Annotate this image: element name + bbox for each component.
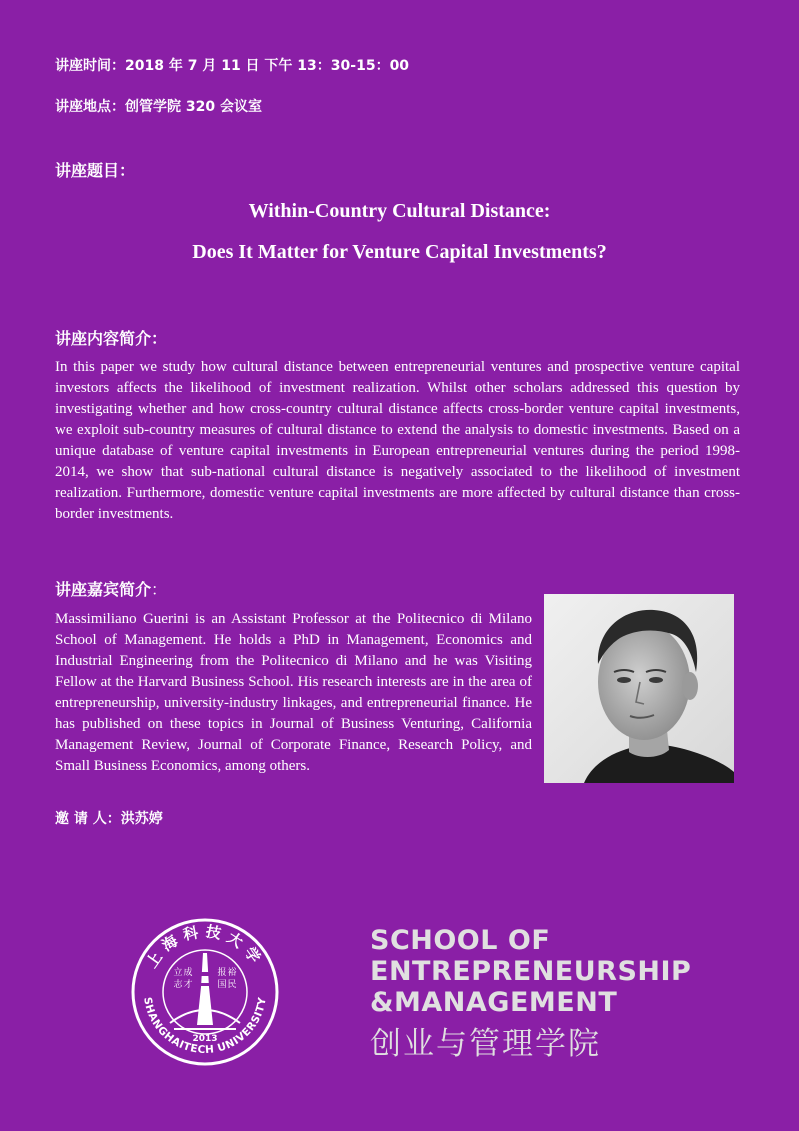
university-seal-emblem [130,917,280,1067]
school-name-cn: 创业与管理学院 [370,1026,601,1062]
school-name-line1: SCHOOL OF [370,925,551,956]
speaker-portrait-image [544,594,734,783]
speaker-heading [55,577,167,600]
seal-bottom-text: SHANGHAITECH UNIVERSITY [141,996,269,1057]
lecture-time-value: 2018 年 7 月 11 日 下午 13：30-15：00 [125,58,410,74]
lecture-place-label: 讲座地点： [55,99,125,115]
seal-motto-right: 报裕国民 [217,968,237,990]
abstract-heading: 讲座内容简介： [55,329,168,348]
speaker-heading-colon: ： [151,580,168,599]
host-label: 邀 请 人： [55,811,121,827]
abstract-text: In this paper we study how cultural distance between entrepreneurial ventures and prospective venture capital investors affects the likelihood of investment realization. Whilst other scholars addressed this question by investigating whether and how cross-country cultural distance affects cross-border venture capital investments, we exploit sub-country measures of cultural distance to extend the analysis to domestic investments. Based on a unique database of venture capital investments in European entrepreneurial ventures during the period 1998-2014, we show that sub-national cultural distance is negatively associated to the likelihood of investment realization. Furthermore, domestic venture capital investments are more affected by cultural distance than cross-border investments. [55,359,740,522]
lecture-place [55,96,262,116]
lecture-topic-label: 讲座题目： [55,161,136,180]
school-name [370,925,691,1063]
host [55,808,163,828]
seal-motto-left: 立成志才 [173,968,193,990]
lecture-place-value: 创管学院 320 会议室 [125,99,262,115]
lecture-time [55,55,409,75]
seal-top-text: 上海科技大学 [142,922,268,972]
lecture-time-label: 讲座时间： [55,58,125,74]
lecture-title-line2: Does It Matter for Venture Capital Investments? [192,241,607,263]
speaker-bio: Massimiliano Guerini is an Assistant Professor at the Politecnico di Milano School of Management. He holds a PhD in Management, Economics and Industrial Engineering from the Politecnico di Milano and he was Visiting Fellow at the Harvard Business School. His research interests are in the area of entrepreneurship, university-industry linkages, and entrepreneurial finance. He has published on these topics in Journal of Business Venturing, California Management Review, Journal of Corporate Finance, Research Policy, and Small Business Economics, among others. [55,611,532,774]
school-name-line2: ENTREPRENEURSHIP [370,956,692,987]
university-seal [130,917,280,1067]
speaker-heading-text: 讲座嘉宾简介 [55,580,152,599]
speaker-photo [544,594,734,783]
lecture-title-line1: Within-Country Cultural Distance: [248,200,551,222]
school-name-line3: &MANAGEMENT [370,987,618,1018]
host-name: 洪苏婷 [120,811,163,827]
seal-year: 2013 [192,1034,218,1044]
